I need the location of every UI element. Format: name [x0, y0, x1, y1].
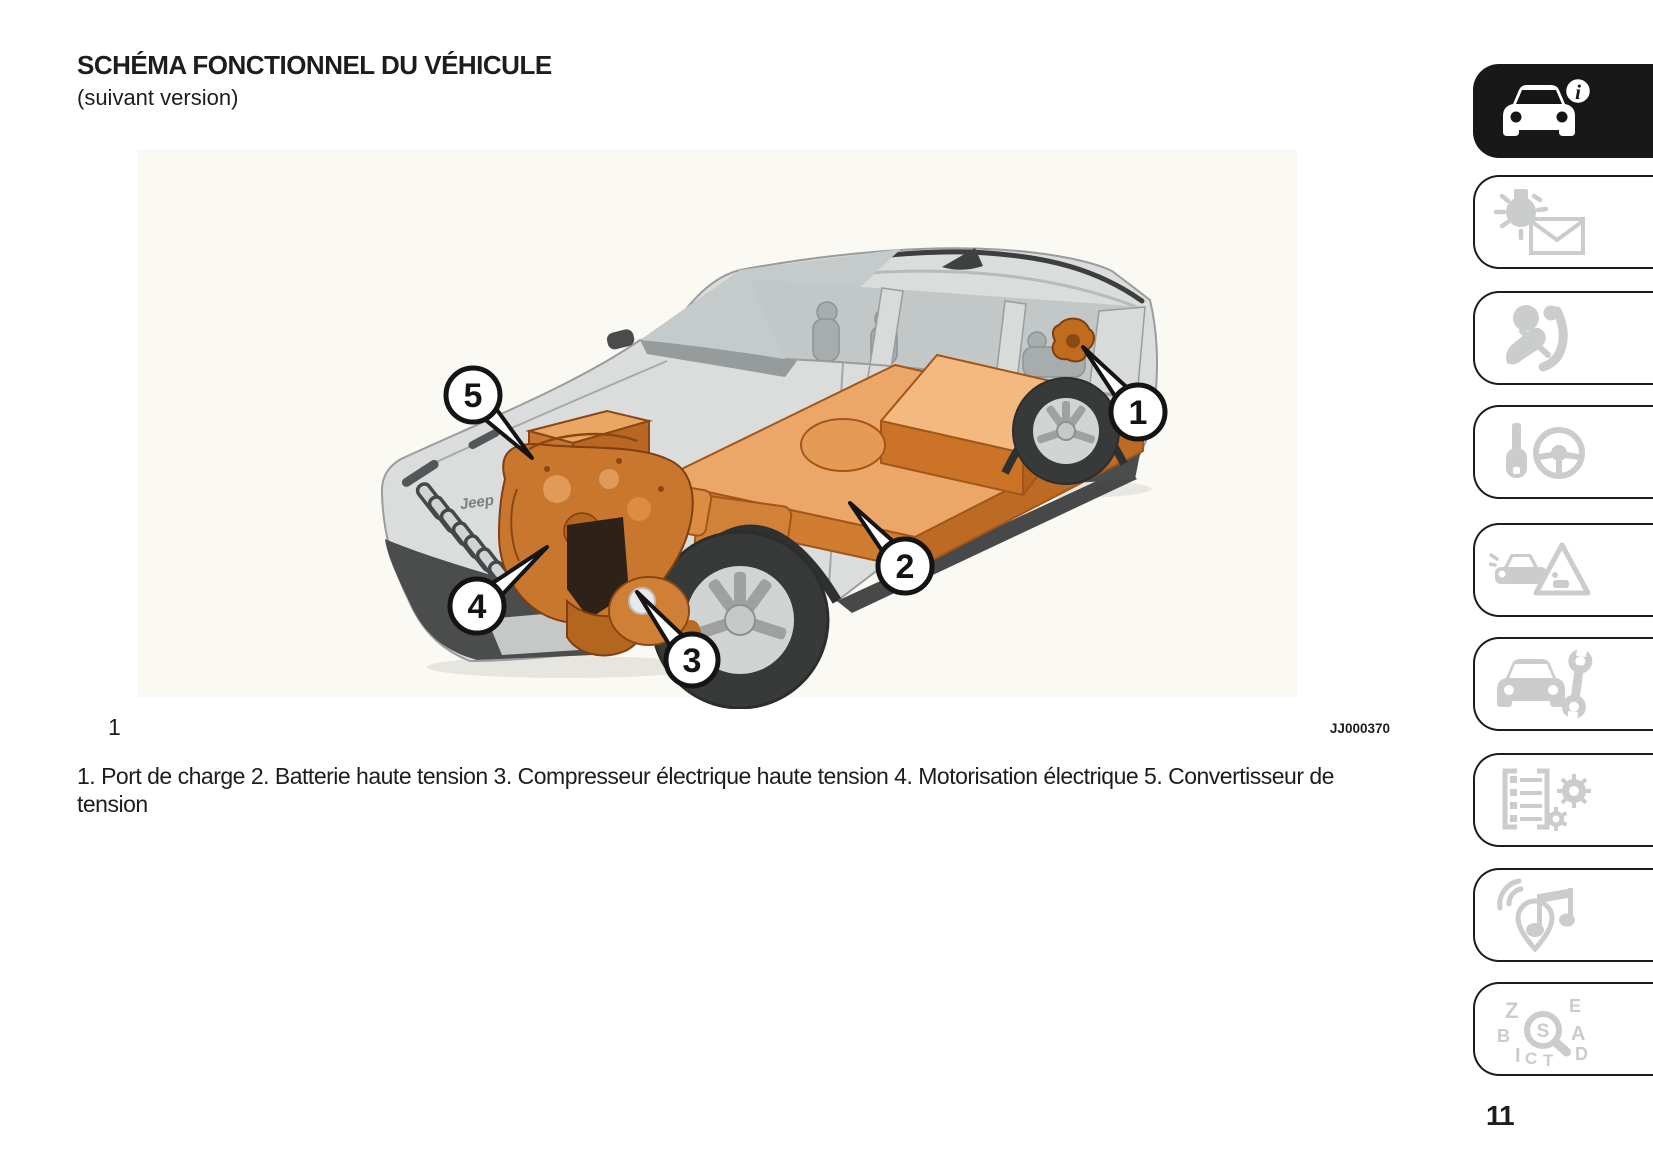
checklist-gears-icon — [1489, 763, 1599, 837]
callout-3-number: 3 — [682, 642, 702, 680]
car-wrench-icon — [1489, 647, 1599, 721]
sidebar-tab-multimedia[interactable] — [1473, 868, 1653, 962]
sidebar-tab-emergency[interactable] — [1473, 523, 1653, 617]
callout-4-number: 4 — [467, 588, 487, 626]
figure-caption-line1: 1. Port de charge 2. Batterie haute tension 3. Compresseur électrique haute tension 4. Motorisation électrique 5. Convertisseur de — [77, 763, 1334, 789]
index-letter: A — [1571, 1023, 1586, 1045]
callout-2-number: 2 — [895, 548, 915, 586]
sidebar-tab-starting-driving[interactable] — [1473, 405, 1653, 499]
sidebar-tab-safety[interactable] — [1473, 291, 1653, 385]
alphabetical-index-icon — [1489, 992, 1599, 1066]
index-letter: Z — [1505, 998, 1519, 1023]
car-info-icon — [1489, 74, 1599, 148]
svg-text:i: i — [1575, 80, 1581, 104]
multimedia-note-pin-icon — [1489, 878, 1599, 952]
callout-1-number: 1 — [1128, 394, 1148, 432]
index-letter: T — [1543, 1051, 1554, 1066]
sidebar-tab-servicing[interactable] — [1473, 637, 1653, 731]
index-letter: B — [1497, 1026, 1510, 1046]
keyfob-rays-envelope-icon — [1489, 185, 1599, 259]
sidebar-tab-keys-remote[interactable] — [1473, 175, 1653, 269]
page-subtitle: (suivant version) — [77, 85, 239, 110]
key-steering-wheel-icon — [1489, 415, 1599, 489]
vehicle-cutaway-svg — [137, 149, 1297, 709]
index-letter: D — [1575, 1044, 1588, 1064]
index-letter: C — [1525, 1049, 1538, 1066]
index-letter: E — [1569, 996, 1582, 1016]
sidebar-tab-vehicle-info[interactable] — [1473, 64, 1653, 158]
magnifier-letter: S — [1536, 1021, 1550, 1042]
figure-code: JJ000370 — [1329, 721, 1390, 736]
figure-number: 1 — [108, 714, 121, 740]
page-title: SCHÉMA FONCTIONNEL DU VÉHICULE — [77, 50, 552, 80]
sidebar-tab-technical-data[interactable] — [1473, 753, 1653, 847]
vehicle-cutaway-figure — [137, 149, 1297, 709]
occupant-seatbelt-icon — [1489, 301, 1599, 375]
page-number: 11 — [1486, 1100, 1514, 1131]
callout-5-number: 5 — [463, 377, 483, 415]
figure-caption — [77, 762, 1334, 818]
figure-caption-line2: tension — [77, 791, 148, 817]
index-letter: I — [1515, 1045, 1521, 1066]
jeep-logo: Jeep — [458, 491, 496, 514]
sidebar-tab-index[interactable] — [1473, 982, 1653, 1076]
car-warning-triangle-icon — [1489, 533, 1599, 607]
